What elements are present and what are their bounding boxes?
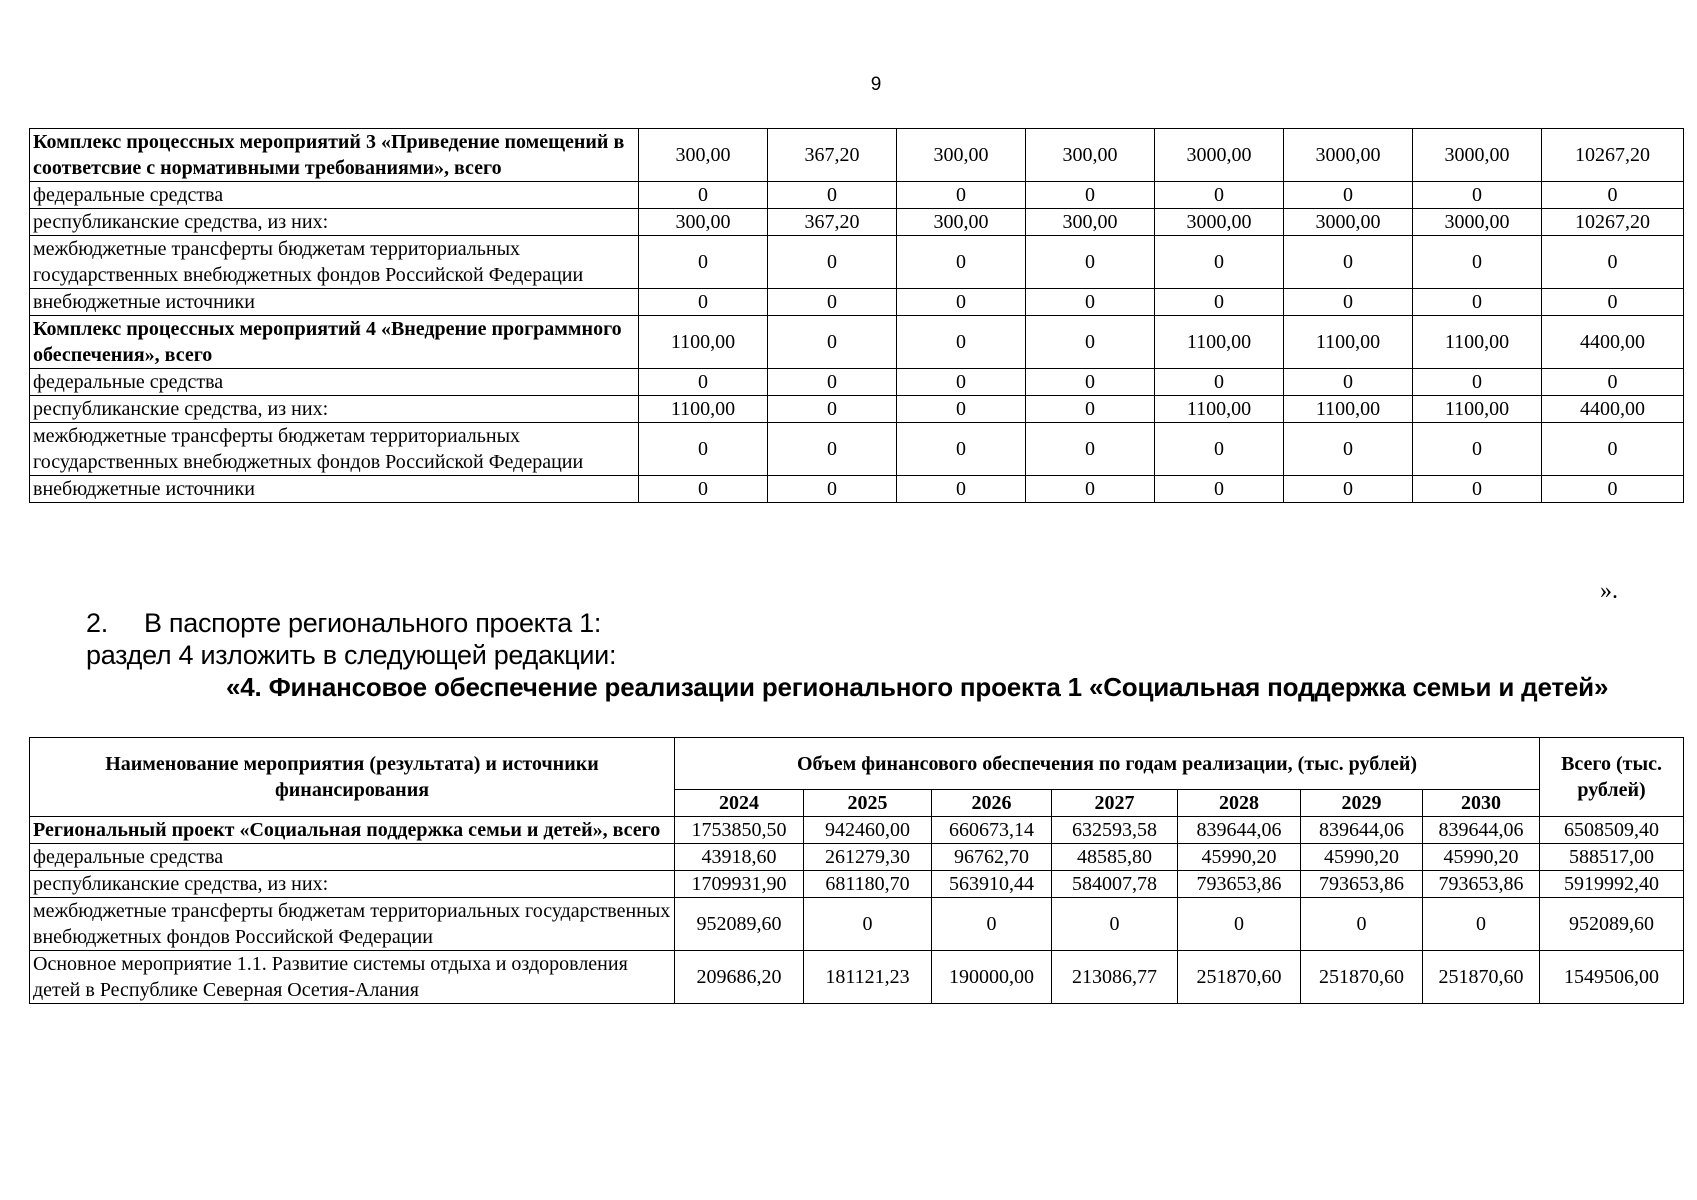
cell-value: 48585,80 (1052, 844, 1178, 871)
cell-value: 4400,00 (1542, 396, 1684, 423)
cell-value: 0 (1155, 289, 1284, 316)
cell-value: 0 (639, 182, 768, 209)
cell-value: 0 (768, 316, 897, 369)
cell-value: 300,00 (639, 209, 768, 236)
table-row (30, 844, 1684, 871)
row-label: республиканские средства, из них: (30, 396, 639, 423)
cell-value: 0 (1284, 182, 1413, 209)
cell-value: 0 (1155, 182, 1284, 209)
cell-value: 1100,00 (1284, 316, 1413, 369)
cell-value: 793653,86 (1178, 871, 1301, 898)
header-year: 2028 (1178, 790, 1301, 817)
cell-value: 251870,60 (1423, 951, 1540, 1004)
header-year: 2030 (1423, 790, 1540, 817)
cell-value: 0 (1542, 182, 1684, 209)
cell-value: 660673,14 (932, 817, 1052, 844)
cell-value: 6508509,40 (1540, 817, 1684, 844)
cell-value: 1100,00 (1155, 316, 1284, 369)
cell-value: 0 (1301, 898, 1423, 951)
paragraph-text-1: В паспорте регионального проекта 1: (144, 608, 602, 638)
funding-table-regional-project (29, 737, 1684, 1004)
funding-table-processes (29, 128, 1684, 503)
cell-value: 0 (1284, 369, 1413, 396)
header-year: 2024 (675, 790, 804, 817)
cell-value: 0 (1178, 898, 1301, 951)
header-year: 2029 (1301, 790, 1423, 817)
row-label: Комплекс процессных мероприятий 4 «Внедрение программного обеспечения», всего (30, 316, 639, 369)
cell-value: 952089,60 (1540, 898, 1684, 951)
cell-value: 839644,06 (1178, 817, 1301, 844)
cell-value: 45990,20 (1178, 844, 1301, 871)
row-label: межбюджетные трансферты бюджетам территориальных государственных внебюджетных фондов Российской Федерации (30, 898, 675, 951)
cell-value: 0 (639, 369, 768, 396)
cell-value: 3000,00 (1155, 129, 1284, 182)
cell-value: 300,00 (897, 129, 1026, 182)
cell-value: 0 (897, 423, 1026, 476)
table-row (30, 951, 1684, 1004)
cell-value: 0 (1542, 289, 1684, 316)
cell-value: 181121,23 (804, 951, 932, 1004)
table-row (30, 182, 1684, 209)
cell-value: 0 (1026, 236, 1155, 289)
paragraph-line-2: раздел 4 изложить в следующей редакции: (86, 640, 617, 670)
row-label: межбюджетные трансферты бюджетам территориальных государственных внебюджетных фондов Российской Федерации (30, 423, 639, 476)
cell-value: 1549506,00 (1540, 951, 1684, 1004)
cell-value: 0 (1155, 369, 1284, 396)
cell-value: 793653,86 (1301, 871, 1423, 898)
cell-value: 0 (768, 182, 897, 209)
cell-value: 3000,00 (1284, 209, 1413, 236)
cell-value: 952089,60 (675, 898, 804, 951)
cell-value: 367,20 (768, 209, 897, 236)
cell-value: 0 (768, 236, 897, 289)
cell-value: 0 (897, 369, 1026, 396)
row-label: федеральные средства (30, 844, 675, 871)
cell-value: 0 (897, 316, 1026, 369)
cell-value: 0 (768, 289, 897, 316)
row-label: республиканские средства, из них: (30, 871, 675, 898)
cell-value: 0 (1026, 182, 1155, 209)
cell-value: 0 (1026, 316, 1155, 369)
cell-value: 0 (932, 898, 1052, 951)
table-row (30, 129, 1684, 182)
cell-value: 0 (1155, 236, 1284, 289)
cell-value: 251870,60 (1178, 951, 1301, 1004)
cell-value: 0 (1413, 369, 1542, 396)
cell-value: 0 (1284, 423, 1413, 476)
cell-value: 0 (768, 369, 897, 396)
cell-value: 251870,60 (1301, 951, 1423, 1004)
closing-quote: ». (1600, 578, 1618, 604)
cell-value: 3000,00 (1284, 129, 1413, 182)
item-number: 2. (86, 608, 108, 638)
cell-value: 0 (897, 236, 1026, 289)
cell-value: 0 (1026, 369, 1155, 396)
cell-value: 0 (1052, 898, 1178, 951)
page-number: 9 (870, 74, 882, 95)
cell-value: 0 (639, 236, 768, 289)
section-heading: «4. Финансовое обеспечение реализации регионального проекта 1 «Социальная поддержка семьи и детей» (226, 672, 1609, 702)
cell-value: 1100,00 (1413, 316, 1542, 369)
header-year: 2026 (932, 790, 1052, 817)
table-row (30, 316, 1684, 369)
cell-value: 0 (897, 396, 1026, 423)
cell-value: 588517,00 (1540, 844, 1684, 871)
cell-value: 0 (639, 476, 768, 503)
row-label: внебюджетные источники (30, 476, 639, 503)
cell-value: 1100,00 (1155, 396, 1284, 423)
cell-value: 213086,77 (1052, 951, 1178, 1004)
cell-value: 0 (1413, 182, 1542, 209)
header-year: 2025 (804, 790, 932, 817)
cell-value: 0 (768, 423, 897, 476)
cell-value: 0 (639, 423, 768, 476)
cell-value: 0 (1423, 898, 1540, 951)
cell-value: 839644,06 (1301, 817, 1423, 844)
header-volume-column: Объем финансового обеспечения по годам реализации, (тыс. рублей) (675, 738, 1540, 790)
cell-value: 96762,70 (932, 844, 1052, 871)
cell-value: 300,00 (639, 129, 768, 182)
paragraph-line-1 (86, 608, 601, 639)
cell-value: 0 (768, 396, 897, 423)
cell-value: 0 (1026, 423, 1155, 476)
table-row (30, 871, 1684, 898)
cell-value: 43918,60 (675, 844, 804, 871)
cell-value: 300,00 (1026, 129, 1155, 182)
cell-value: 0 (897, 289, 1026, 316)
cell-value: 261279,30 (804, 844, 932, 871)
cell-value: 367,20 (768, 129, 897, 182)
cell-value: 0 (804, 898, 932, 951)
cell-value: 300,00 (1026, 209, 1155, 236)
table-row (30, 396, 1684, 423)
cell-value: 0 (1413, 236, 1542, 289)
row-label: Основное мероприятие 1.1. Развитие системы отдыха и оздоровления детей в Республике Северная Осетия-Алания (30, 951, 675, 1004)
cell-value: 0 (1026, 476, 1155, 503)
cell-value: 209686,20 (675, 951, 804, 1004)
cell-value: 45990,20 (1301, 844, 1423, 871)
cell-value: 0 (1413, 476, 1542, 503)
cell-value: 3000,00 (1155, 209, 1284, 236)
cell-value: 45990,20 (1423, 844, 1540, 871)
row-label: межбюджетные трансферты бюджетам территориальных государственных внебюджетных фондов Российской Федерации (30, 236, 639, 289)
cell-value: 0 (1026, 289, 1155, 316)
cell-value: 0 (1542, 423, 1684, 476)
table-row (30, 817, 1684, 844)
cell-value: 10267,20 (1542, 129, 1684, 182)
cell-value: 3000,00 (1413, 129, 1542, 182)
header-total-column: Всего (тыс. рублей) (1540, 738, 1684, 817)
cell-value: 1100,00 (639, 396, 768, 423)
cell-value: 1753850,50 (675, 817, 804, 844)
row-label: внебюджетные источники (30, 289, 639, 316)
cell-value: 10267,20 (1542, 209, 1684, 236)
cell-value: 1709931,90 (675, 871, 804, 898)
cell-value: 0 (768, 476, 897, 503)
cell-value: 0 (1413, 289, 1542, 316)
cell-value: 0 (1284, 289, 1413, 316)
cell-value: 1100,00 (1413, 396, 1542, 423)
cell-value: 300,00 (897, 209, 1026, 236)
cell-value: 0 (639, 289, 768, 316)
cell-value: 0 (1155, 423, 1284, 476)
cell-value: 584007,78 (1052, 871, 1178, 898)
cell-value: 0 (1284, 236, 1413, 289)
table-row (30, 236, 1684, 289)
cell-value: 0 (1413, 423, 1542, 476)
cell-value: 0 (1284, 476, 1413, 503)
table-row (30, 423, 1684, 476)
cell-value: 563910,44 (932, 871, 1052, 898)
cell-value: 0 (1026, 396, 1155, 423)
table-row (30, 209, 1684, 236)
cell-value: 5919992,40 (1540, 871, 1684, 898)
cell-value: 190000,00 (932, 951, 1052, 1004)
row-label: федеральные средства (30, 369, 639, 396)
cell-value: 793653,86 (1423, 871, 1540, 898)
cell-value: 0 (1155, 476, 1284, 503)
cell-value: 3000,00 (1413, 209, 1542, 236)
row-label: Комплекс процессных мероприятий 3 «Приведение помещений в соответсвие с нормативными требованиями», всего (30, 129, 639, 182)
row-label: республиканские средства, из них: (30, 209, 639, 236)
row-label: Региональный проект «Социальная поддержка семьи и детей», всего (30, 817, 675, 844)
cell-value: 0 (897, 182, 1026, 209)
table-row (30, 289, 1684, 316)
cell-value: 681180,70 (804, 871, 932, 898)
table-row (30, 369, 1684, 396)
cell-value: 1100,00 (639, 316, 768, 369)
header-name-column: Наименование мероприятия (результата) и источники финансирования (30, 738, 675, 817)
row-label: федеральные средства (30, 182, 639, 209)
cell-value: 0 (1542, 369, 1684, 396)
cell-value: 942460,00 (804, 817, 932, 844)
header-year: 2027 (1052, 790, 1178, 817)
cell-value: 839644,06 (1423, 817, 1540, 844)
cell-value: 632593,58 (1052, 817, 1178, 844)
cell-value: 1100,00 (1284, 396, 1413, 423)
table-row (30, 898, 1684, 951)
cell-value: 4400,00 (1542, 316, 1684, 369)
cell-value: 0 (1542, 476, 1684, 503)
table-row (30, 476, 1684, 503)
cell-value: 0 (897, 476, 1026, 503)
cell-value: 0 (1542, 236, 1684, 289)
